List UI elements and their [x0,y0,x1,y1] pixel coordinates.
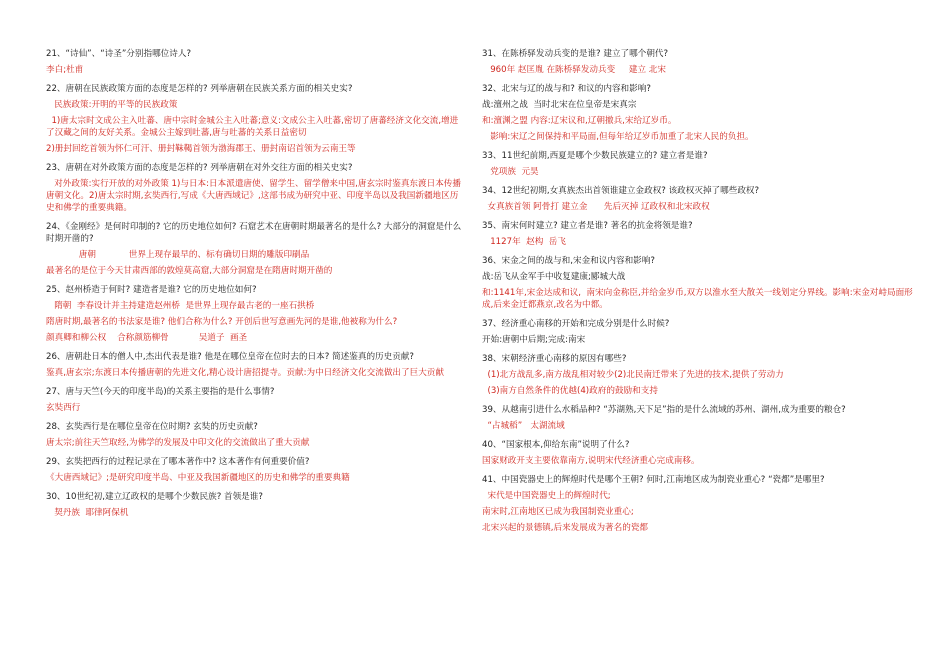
answer-text: “占城稻” 太湖流域 [482,421,565,431]
qa-item [482,255,914,311]
qa-item [46,351,466,379]
question-text: 35、南宋何时建立? 建立者是谁? 著名的抗金将领是谁? [482,221,693,231]
question-text: 25、赵州桥造于何时? 建造者是谁? 它的历史地位如何? [46,285,257,295]
answer-text: 和:1141年,宋金达成和议, 南宋向金称臣,并给金岁币,双方以淮水至大散关一线划定分界线。影响:宋金对峙局面形成,后来金迁都燕京,改名为中都。 [482,288,913,310]
question-text: 21、“诗仙”、“诗圣”分别指哪位诗人? [46,49,192,59]
answer-text: 北宋兴起的景德镇,后来发展成为著名的瓷都 [482,523,649,533]
question-text: 32、北宋与辽的战与和? 和议的内容和影响? [482,84,651,94]
question-text: 40、“国家根本,仰给东南”说明了什么? [482,440,630,450]
answer-text: 和:澶渊之盟 内容:辽宋议和,辽朝撤兵,宋给辽岁币。 [482,116,677,126]
answer-text: 宋代是中国瓷器史上的辉煌时代; [482,491,611,501]
qa-item [46,386,466,414]
question-text: 28、玄奘西行是在哪位皇帝在位时期? 玄奘的历史贡献? [46,422,258,432]
answer-text: 战:岳飞从金军手中收复建康;郾城大战 [482,272,626,282]
qa-item [482,474,914,534]
qa-item [482,185,914,213]
answer-text: 李白;杜甫 [46,65,84,75]
question-text: 34、12世纪初期,女真族杰出首领谁建立金政权? 该政权灭掉了哪些政权? [482,186,760,196]
question-text: 24、《金刚经》是何时印制的? 它的历史地位如何? 石窟艺术在唐朝时期最著名的是什么? 大部分的洞窟是什么时期开凿的? [46,222,462,244]
qa-item [482,439,914,467]
qa-item [482,404,914,432]
answer-text: 开始:唐朝中后期;完成:南宋 [482,335,586,345]
answer-text: 南宋时,江南地区已成为我国制瓷业重心; [482,507,634,517]
answer-text: 玄奘西行 [46,403,81,413]
answer-text: (3)南方自然条件的优越(4)政府的鼓励和支持 [482,386,658,396]
qa-item [46,221,466,277]
question-text: 26、唐朝赴日本的僧人中,杰出代表是谁? 他是在哪位皇帝在位时去的日本? 简述鉴真的历史贡献? [46,352,414,362]
question-text: 22、唐朝在民族政策方面的态度是怎样的? 列举唐朝在民族关系方面的相关史实? [46,84,353,94]
answer-text: 契丹族 耶律阿保机 [46,508,129,518]
qa-item [46,421,466,449]
answer-text: (1)北方战乱多,南方战乱相对较少(2)北民南迁带来了先进的技术,提供了劳动力 [482,370,784,380]
question-text: 31、在陈桥驿发动兵变的是谁? 建立了哪个朝代? [482,49,669,59]
question-text: 41、中国瓷器史上的辉煌时代是哪个王朝? 何时,江南地区成为制瓷业重心? “瓷都”是哪里? [482,475,825,485]
qa-item [482,150,914,178]
answer-text: 1)唐太宗时文成公主入吐蕃、唐中宗时金城公主入吐蕃;意义:文成公主入吐蕃,密切了唐蕃经济文化交流,增进了汉藏之间的友好关系。金城公主嫁到吐蕃,唐与吐蕃的关系日益密切 [46,116,459,138]
qa-item [46,456,466,484]
answer-text: 女真族首领 阿骨打 建立金 先后灭掉 辽政权和北宋政权 [482,202,710,212]
right-column [482,48,914,541]
answer-text: 2)册封回纥首领为怀仁可汗、册封靺鞨首领为渤海郡王、册封南诏首领为云南王等 [46,144,356,154]
question-text: 36、宋金之间的战与和,宋金和议内容和影响? [482,256,655,266]
answer-text: 鉴真,唐玄宗;东渡日本传播唐朝的先进文化,精心设计唐招提寺。贡献:为中日经济文化交流做出了巨大贡献 [46,368,444,378]
qa-item [482,318,914,346]
answer-text: 隋唐时期,最著名的书法家是谁? 他们合称为什么? 开创后世写意画先河的是谁,他被称为什么? [46,317,398,327]
answer-text: 唐太宗;前往天竺取经,为佛学的发展及中印文化的交流做出了重大贡献 [46,438,310,448]
left-column [46,48,466,526]
answer-text: 党项族 元昊 [482,167,539,177]
question-text: 30、10世纪初,建立辽政权的是哪个少数民族? 首领是谁? [46,492,263,502]
answer-text: 民族政策:开明的平等的民族政策 [46,100,178,110]
answer-text: 1127年 赵构 岳飞 [482,237,566,247]
answer-text: 国家财政开支主要依靠南方,说明宋代经济重心完成南移。 [482,456,700,466]
answer-text: 《大唐西域记》;是研究印度半岛、中亚及我国新疆地区的历史和佛学的重要典籍 [46,473,350,483]
answer-text: 战:澶州之战 当时北宋在位皇帝是宋真宗 [482,100,637,110]
answer-text: 最著名的是位于今天甘肃西部的敦煌莫高窟,大部分洞窟是在隋唐时期开凿的 [46,266,333,276]
qa-item [46,162,466,214]
qa-item [46,284,466,344]
question-text: 29、玄奘把西行的过程记录在了哪本著作中? 这本著作有何重要价值? [46,457,310,467]
question-text: 27、唐与天竺(今天的印度半岛)的关系主要指的是什么事情? [46,387,275,397]
answer-text: 影响:宋辽之间保持和平局面,但每年给辽岁币加重了北宋人民的负担。 [482,132,754,142]
question-text: 37、经济重心南移的开始和完成分别是什么时候? [482,319,670,329]
qa-item [46,48,466,76]
qa-item [46,83,466,155]
answer-text: 唐朝 世界上现存最早的、标有确切日期的雕版印刷品 [46,250,310,260]
qa-item [482,48,914,76]
qa-item [482,83,914,143]
question-text: 38、宋朝经济重心南移的原因有哪些? [482,354,627,364]
qa-item [482,353,914,397]
answer-text: 对外政策:实行开放的对外政策 1)与日本:日本派遣唐使、留学生、留学僧来中国,唐玄宗时鉴真东渡日本传播唐朝文化。2)唐太宗时期,玄奘西行,写成《大唐西域记》,这部书成为研究中亚、印度半岛以及我国新疆地区历史和佛学的重要典籍。 [46,179,461,213]
question-text: 39、从越南引进什么水稻品种? “苏湖熟,天下足”指的是什么流域的苏州、湖州,成为重要的粮仓? [482,405,846,415]
answer-text: 颜真卿和柳公权 合称颜筋柳骨 吴道子 画圣 [46,333,248,343]
question-text: 23、唐朝在对外政策方面的态度是怎样的? 列举唐朝在对外交往方面的相关史实? [46,163,353,173]
answer-text: 隋朝 李春设计并主持建造赵州桥 是世界上现存最古老的一座石拱桥 [46,301,315,311]
qa-item [482,220,914,248]
question-text: 33、11世纪前期,西夏是哪个少数民族建立的? 建立者是谁? [482,151,708,161]
answer-text: 960年 赵匡胤 在陈桥驿发动兵变 建立 北宋 [482,65,666,75]
qa-item [46,491,466,519]
